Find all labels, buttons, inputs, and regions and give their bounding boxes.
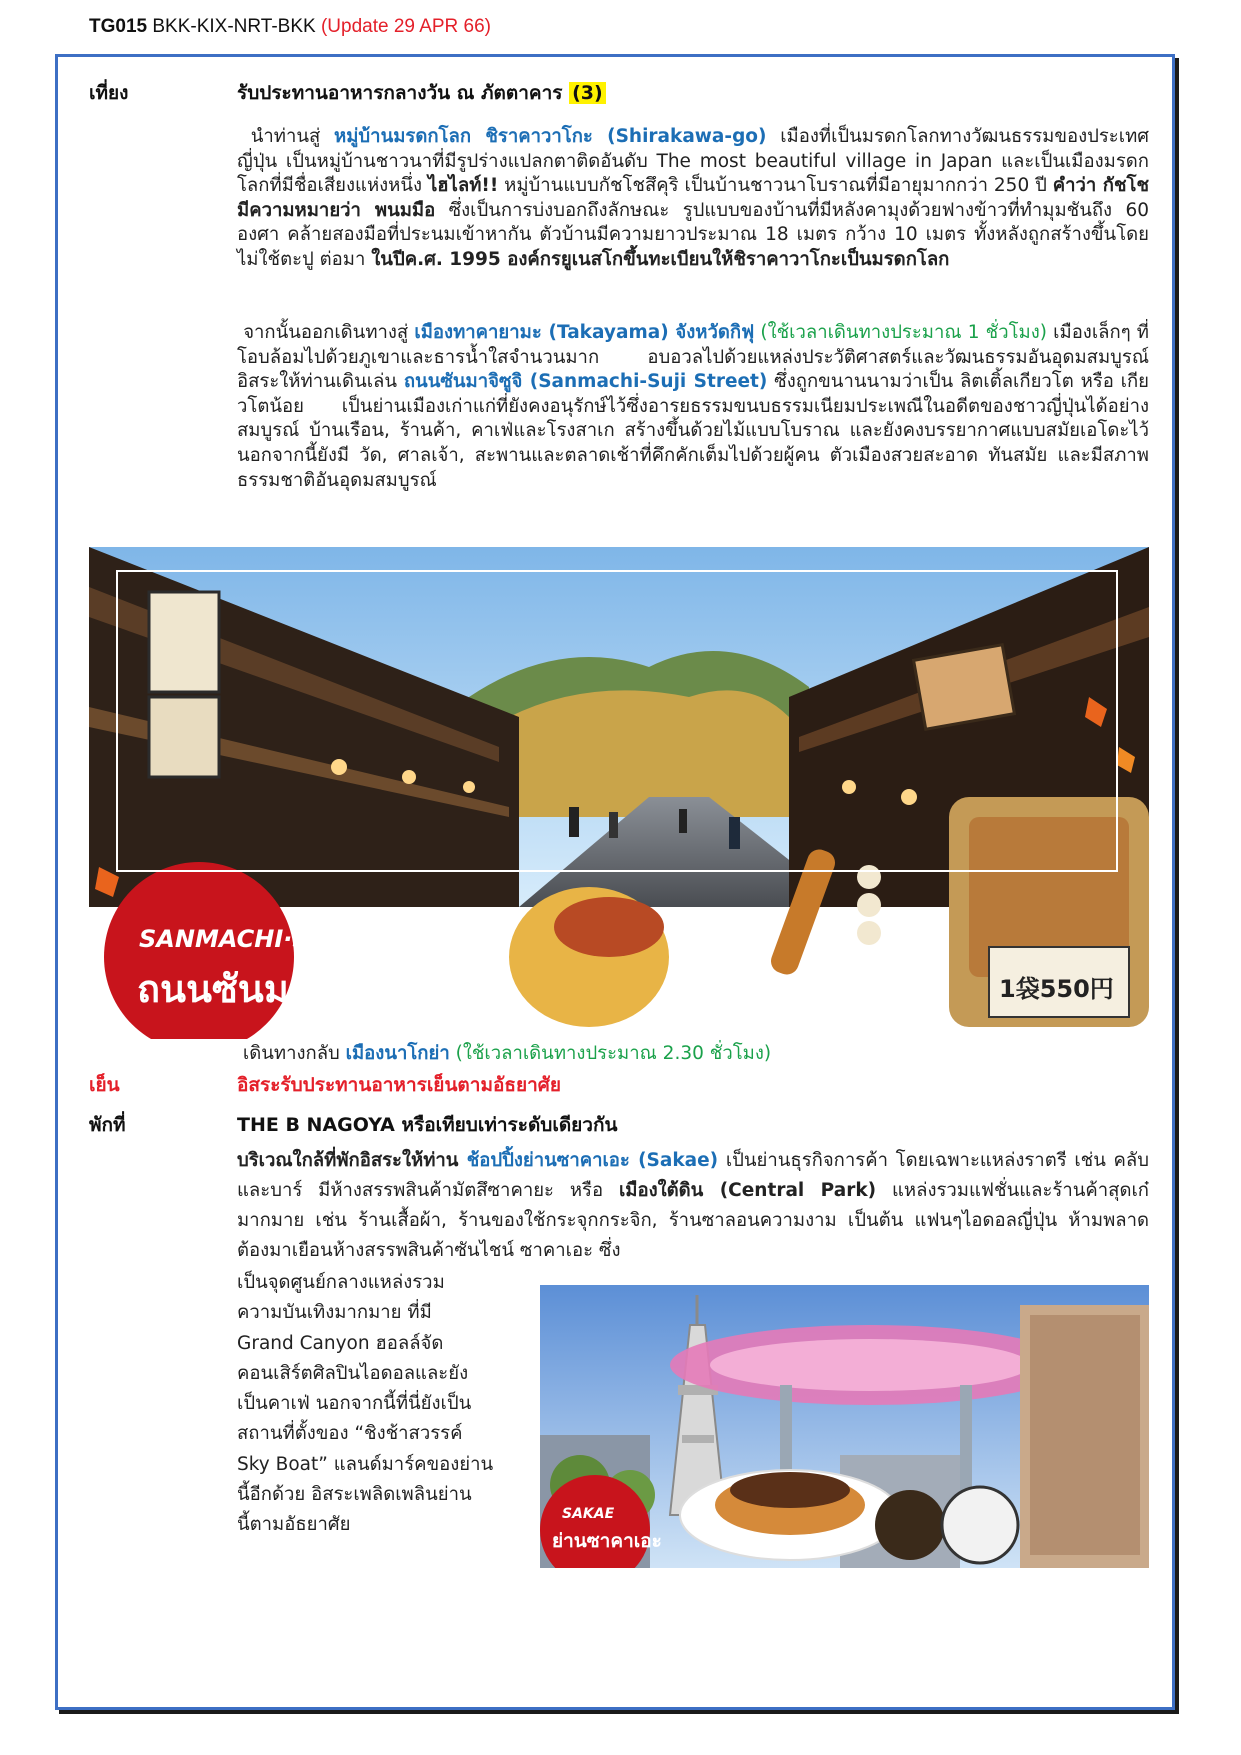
shirakawa-place: หมู่บ้านมรดกโลก ชิราคาวาโกะ (Shirakawa-go): [334, 126, 767, 147]
snack-price-sign: 1袋550円: [999, 975, 1114, 1003]
sakae-col-line: Sky Boat” แลนด์มาร์คของย่าน: [237, 1453, 494, 1475]
takayama-lead: จากนั้นออกเดินทางสู่: [243, 322, 415, 343]
dinner-heading: อิสระรับประทานอาหารเย็นตามอัธยาศัย: [237, 1074, 561, 1096]
return-lead: เดินทางกลับ: [242, 1043, 346, 1064]
sakae-col-line: Grand Canyon ฮอลล์จัด: [237, 1332, 444, 1354]
sakae-place: ช้อปปิ้งย่านซาคาเอะ (Sakae): [466, 1150, 719, 1171]
sakae-caption-en: SAKAE: [562, 1506, 615, 1522]
meal-code-badge: (3): [569, 82, 606, 104]
sakae-col-line: นี้อีกด้วย อิสระเพลิดเพลินย่าน: [237, 1484, 472, 1506]
sakae-bold1: เมืองใต้ดิน (Central Park): [618, 1180, 877, 1201]
sakae-caption-th: ย่านซาคาเอะ: [552, 1530, 662, 1552]
sakae-col-line: เป็นจุดศูนย์กลางแหล่งรวม: [237, 1272, 445, 1293]
sakae-lead: บริเวณใกล้ที่พักอิสระให้ท่าน: [237, 1150, 467, 1171]
takayama-place: เมืองทาคายามะ (Takayama) จังหวัดกิฟุ: [414, 322, 755, 343]
sakae-col-line: เป็นคาเฟ่ นอกจากนี้ที่นี่ยังเป็น: [237, 1393, 472, 1415]
return-line: [237, 1042, 1149, 1067]
lunch-label: เที่ยง: [89, 82, 129, 104]
return-place: เมืองนาโกย่า: [345, 1043, 450, 1064]
takayama-time: (ใช้เวลาเดินทางประมาณ 1 ชั่วโมง): [754, 322, 1047, 343]
lunch-heading: [237, 78, 606, 108]
dinner-label: เย็น: [89, 1074, 120, 1096]
shirakawa-bold2: ในปีค.ศ. 1995 องค์กรยูเนสโกขึ้นทะเบียนให้ชิราคาวาโกะเป็นมรดกโลก: [371, 248, 950, 270]
sakae-text2: แหล่งรวมแฟชั่นและร้านค้าสุดเก๋มากมาย เช่น ร้านเสื้อผ้า, ร้านของใช้กระจุกกระจิก, ร้านซาลอนความงาม เป็นต้น แฟนๆไอดอลญี่ปุ่น ห้ามพลาด ต้องมาเยือนห้างสรรพสินค้าซันไชน์ ซาคาเอะ ซึ่ง: [237, 1180, 1149, 1261]
shirakawa-highlight: ไฮไลท์!!: [427, 175, 499, 197]
takayama-text2: ซึ่งถูกขนานนามว่าเป็น ลิตเติ้ลเกียวโต หรือ เกียวโตน้อย เป็นย่านเมืองเก่าแก่ที่ยังคงอนุรักษ์ไว้ซึ่งอารยธรรมขนบธรรมเนียมประเพณีในอดีตของชาวญี่ปุ่นได้อย่างสมบูรณ์ บ้านเรือน, ร้านค้า, คาเฟ่และโรงสาเก สร้างขึ้นด้วยไม้แบบโบราณ และยังคงบรรยากาศแบบสมัยเอโดะไว้ นอกจากนี้ยังมี วัด, ศาลเจ้า, สะพานและตลาดเช้าที่คึกคักเต็มไปด้วยผู้คน ตัวเมืองสวยสะอาด ทันสมัย และมีสภาพธรรมชาติอันอุดมสมบูรณ์: [237, 371, 1149, 491]
sakae-illustration: [540, 1285, 1149, 1568]
sakae-column-text: [237, 1268, 527, 1541]
sakae-col-line: สถานที่ตั้งของ “ชิงช้าสวรรค์: [237, 1423, 463, 1445]
sakae-col-line: คอนเสิร์ตศิลปินไอดอลและยัง: [237, 1362, 469, 1384]
update-date: (Update 29 APR 66): [320, 16, 492, 37]
sanmachi-caption-th: ถนนซันมาจิซูจิ: [137, 967, 381, 1011]
takayama-text1: เมืองเล็กๆ ที่โอบล้อมไปด้วยภูเขาและธารน้ำใสจำนวนมาก อบอวลไปด้วยแหล่งประวัติศาสตร์และวัฒนธรรมอันอุดมสมบูรณ์ อิสระให้ท่านเดินเล่น: [237, 322, 1150, 393]
shirakawa-text1: เมืองที่เป็นมรดกโลกทางวัฒนธรรมของประเทศญี่ปุ่น เป็นหมู่บ้านชาวนาที่มีรูปร่างแปลกตาติดอันดับ The most beautiful village in Japan และเป็นเมืองมรดกโลกที่มีชื่อเสียงแห่งหนึ่ง: [237, 126, 1150, 197]
sakae-photo: [540, 1285, 1149, 1568]
shirakawa-text2: หมู่บ้านแบบกัชโชสึคุริ เป็นบ้านชาวนาโบราณที่มีอายุมากกว่า 250 ปี: [498, 175, 1053, 197]
sanmachi-street-photo: [89, 547, 1149, 1039]
shirakawa-bold1: คำว่า กัชโช มีความหมายว่า พนมมือ: [237, 175, 1149, 221]
shirakawa-text3: ซึ่งเป็นการบ่งบอกถึงลักษณะ รูปแบบของบ้านที่มีหลังคามุงด้วยฟางข้าวที่ทำมุมชันถึง 60 องศา คล้ายสองมือที่ประนมเข้าหากัน ตัวบ้านมีความยาวประมาณ 18 เมตร กว้าง 10 เมตร ทั้งหลังถูกสร้างขึ้นโดยไม่ใช้ตะปู ต่อมา: [237, 199, 1149, 270]
return-time: (ใช้เวลาเดินทางประมาณ 2.30 ชั่วโมง): [449, 1043, 772, 1064]
document-header: [89, 16, 491, 38]
shirakawa-lead: นำท่านสู่: [250, 126, 335, 147]
tour-code: TG015: [89, 16, 148, 37]
hotel-label: พักที่: [89, 1114, 126, 1136]
sakae-paragraph: [237, 1146, 1149, 1266]
sakae-col-line: นี้ตามอัธยาศัย: [237, 1514, 351, 1536]
sanmachi-caption-en: SANMACHI·SUJI STREET: [139, 925, 457, 953]
sakae-text1: เป็นย่านธุรกิจการค้า โดยเฉพาะแหล่งราตรี เช่น คลับและบาร์ มีห้างสรรพสินค้ามัตสึซาคายะ หรือ: [237, 1150, 1149, 1201]
sanmachi-street-illustration: [89, 547, 1149, 1039]
takayama-paragraph: [237, 321, 1149, 493]
tour-route: BKK-KIX-NRT-BKK: [152, 16, 316, 37]
sakae-col-line: ความบันเทิงมากมาย ที่มี: [237, 1302, 432, 1324]
hotel-heading: THE B NAGOYA หรือเทียบเท่าระดับเดียวกัน: [237, 1114, 618, 1136]
sanmachi-street-name: ถนนซันมาจิซูจิ (Sanmachi-Suji Street): [403, 371, 768, 393]
lunch-heading-text: รับประทานอาหารกลางวัน ณ ภัตตาคาร: [237, 82, 563, 104]
shirakawa-paragraph: [237, 125, 1149, 273]
